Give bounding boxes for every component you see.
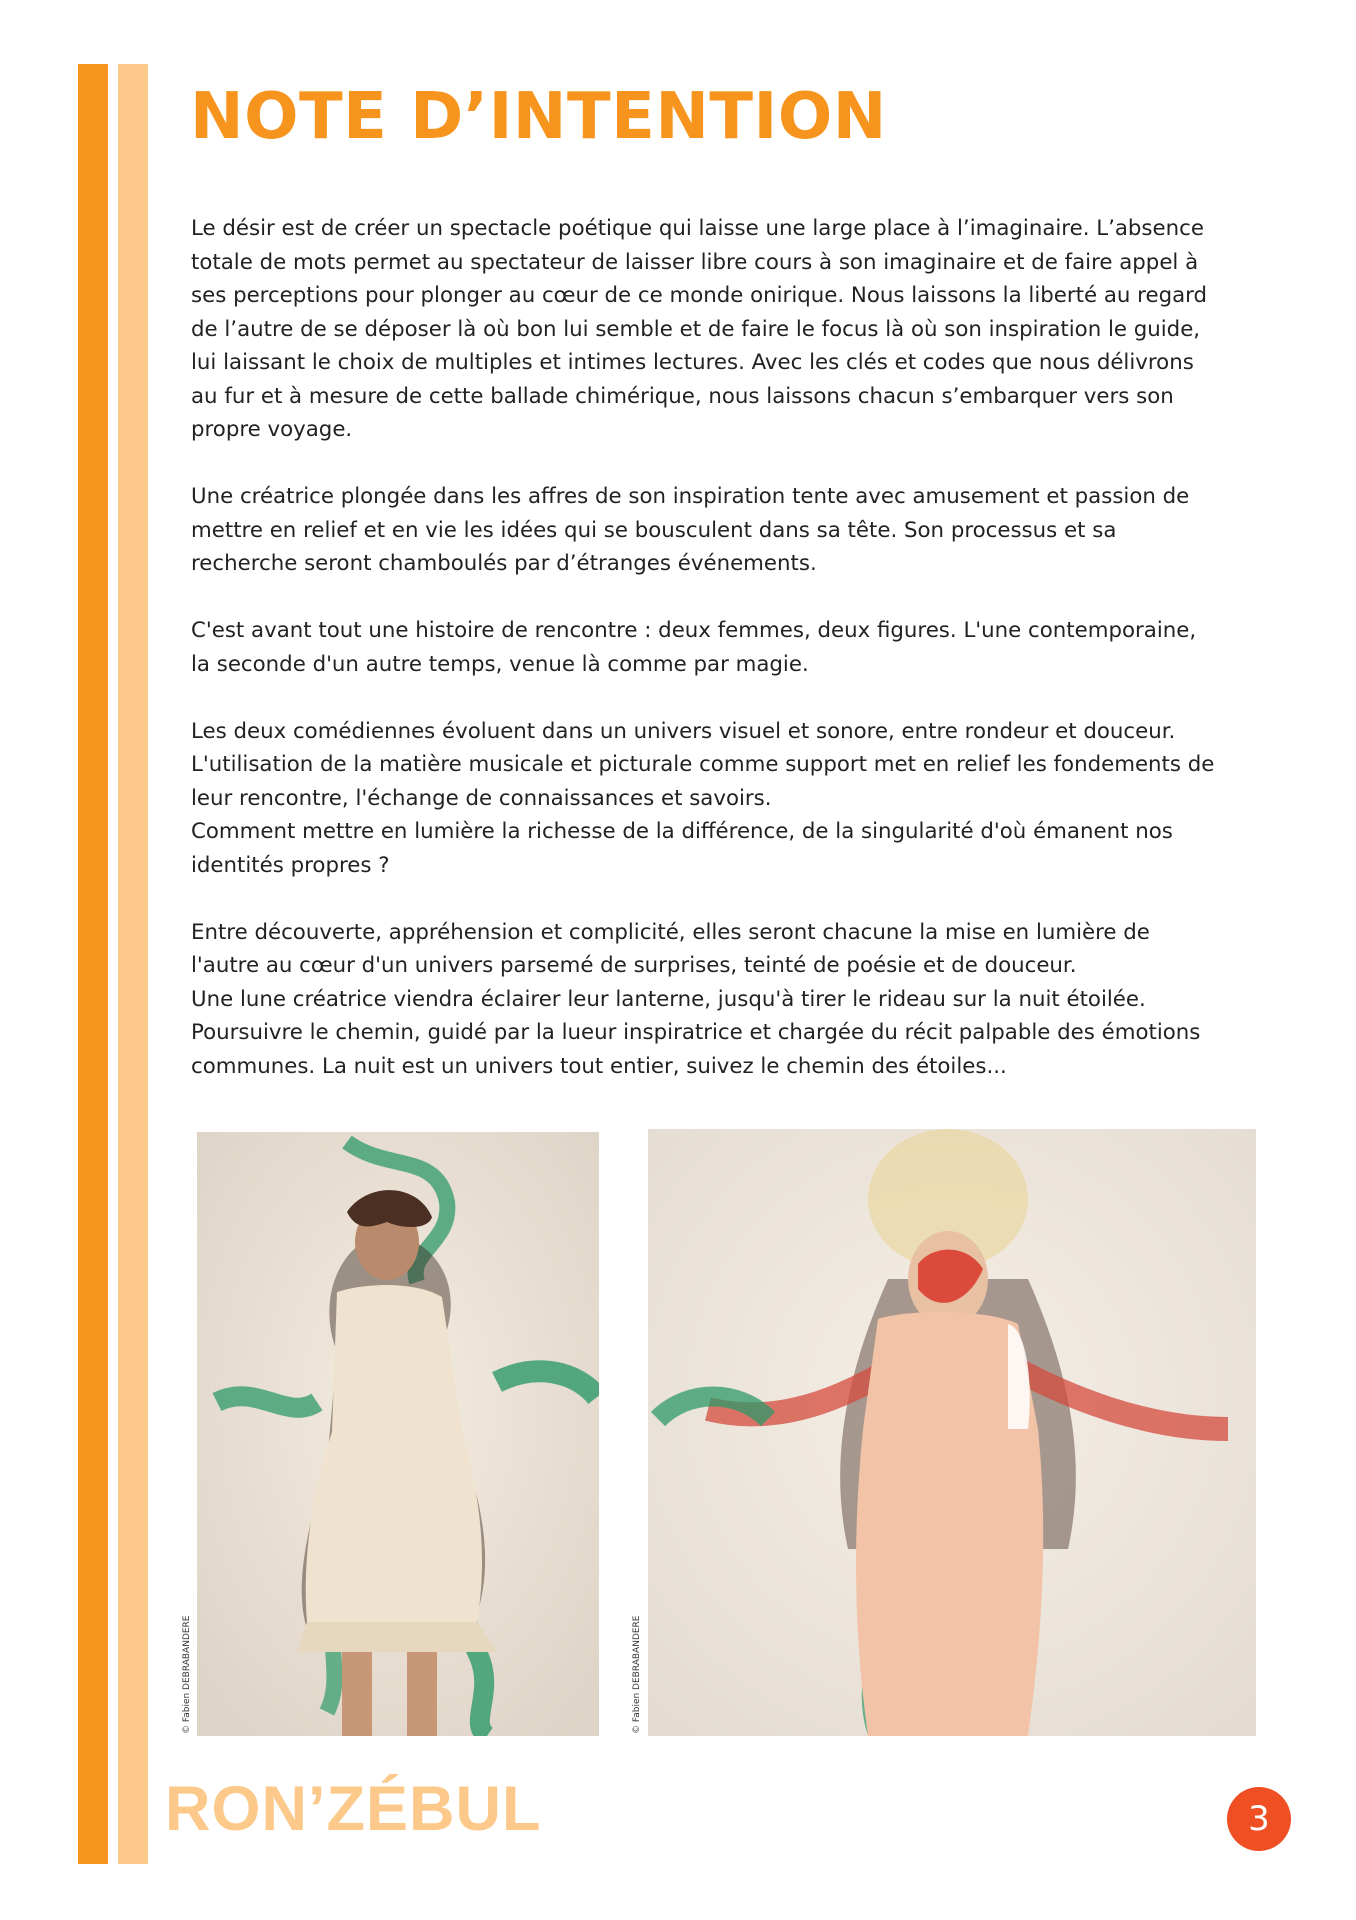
paragraph-5: Entre découverte, appréhension et complicité, elles seront chacune la mise en lumière de l'autre au cœur d'un univers parsemé de surprises, teinté de poésie et de douceur. Une lune créatrice viendra éclairer leur lanterne, jusqu'à tirer le rideau sur la nuit étoilée. Poursuivre le chemin, guidé par la lueur inspiratrice et chargée du récit palpable des émotions communes. La nuit est un univers tout entier, suivez le chemin des étoiles... [191, 919, 1201, 1079]
photo-credit-2: © Fabien DEBRABANDERE [632, 1615, 642, 1734]
left-accent-bar-dark [78, 64, 108, 1864]
performance-photo-2 [648, 1129, 1256, 1736]
left-accent-bar-light [118, 64, 148, 1864]
company-brand: RON’ZÉBUL [165, 1774, 542, 1844]
performance-photo-1 [197, 1132, 599, 1736]
paragraph-4: Les deux comédiennes évoluent dans un univers visuel et sonore, entre rondeur et douceur. L'utilisation de la matière musicale et picturale comme support met en relief les fondements de leur rencontre, l'échange de connaissances et savoirs. Comment mettre en lumière la richesse de la différence, de la singularité d'où émanent nos identités propres ? [191, 718, 1215, 878]
paragraph-1: Le désir est de créer un spectacle poétique qui laisse une large place à l’imaginaire. L’absence totale de mots permet au spectateur de laisser libre cours à son imaginaire et de faire appel à ses perceptions pour plonger au cœur de ce monde onirique. Nous laissons la liberté au regard de l’autre de se déposer là où bon lui semble et de faire le focus là où son inspiration le guide, lui laissant le choix de multiples et intimes lectures. Avec les clés et codes que nous délivrons au fur et à mesure de cette ballade chimérique, nous laissons chacun s’embarquer vers son propre voyage. [191, 216, 1208, 442]
paragraph-2: Une créatrice plongée dans les affres de son inspiration tente avec amusement et passion de mettre en relief et en vie les idées qui se bousculent dans sa tête. Son processus et sa recherche seront chamboulés par d’étranges événements. [191, 484, 1190, 576]
paragraph-3: C'est avant tout une histoire de rencontre : deux femmes, deux figures. L'une contemporaine, la seconde d'un autre temps, venue là comme par magie. [191, 618, 1197, 677]
page-title: NOTE D’INTENTION [190, 80, 887, 154]
body-text [191, 212, 1276, 1117]
page-number-badge: 3 [1227, 1787, 1291, 1851]
photo-credit-1: © Fabien DEBRABANDERE [182, 1615, 192, 1734]
